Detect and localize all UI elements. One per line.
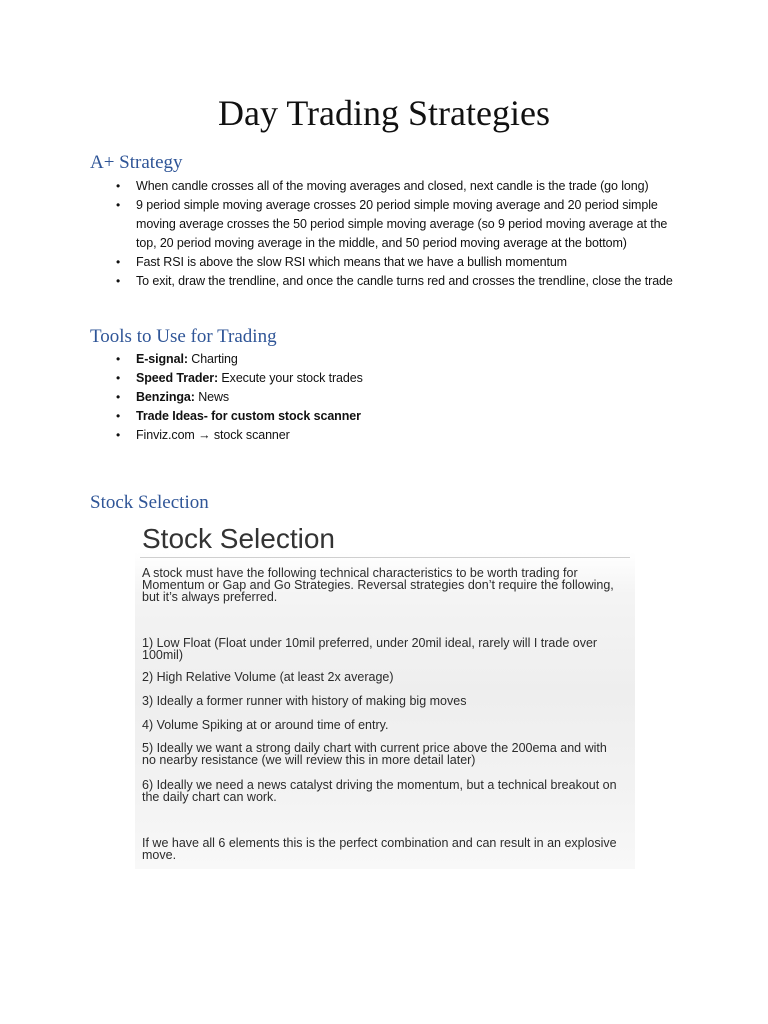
list-item-text: Fast RSI is above the slow RSI which means that we have a bullish momentum — [136, 255, 567, 269]
section-heading-stock-selection: Stock Selection — [90, 492, 209, 513]
list-item — [0, 196, 681, 253]
slide-title: Stock Selection — [142, 523, 335, 554]
list-item — [0, 350, 681, 369]
bullet-icon: • — [116, 371, 121, 385]
list-item — [0, 177, 681, 196]
list-item-text: To exit, draw the trendline, and once the candle turns red and crosses the trendline, close the trade — [136, 274, 673, 288]
tools-list — [0, 350, 768, 445]
aplus-strategy-list — [0, 177, 768, 291]
bullet-icon: • — [116, 179, 121, 193]
list-item — [0, 407, 681, 426]
bullet-icon: • — [116, 352, 121, 366]
tool-description: Charting — [187, 352, 238, 366]
slide-criterion: 1) Low Float (Float under 10mil preferred, under 20mil ideal, rarely will I trade over 100mil) — [142, 636, 598, 662]
list-item — [0, 272, 681, 291]
list-item — [0, 426, 681, 445]
tool-description: - for custom stock scanner — [203, 409, 361, 423]
slide-divider — [140, 557, 630, 558]
document-title: Day Trading Strategies — [218, 93, 550, 133]
slide-intro-text: A stock must have the following technical characteristics to be worth trading for Momentum or Gap and Go Strategies. Reversal strategies don’t require the following, but it’s always preferred. — [142, 566, 614, 604]
slide-criterion: 4) Volume Spiking at or around time of entry. — [142, 718, 389, 732]
tool-name: E-signal: — [136, 352, 188, 366]
stock-selection-slide-image — [135, 517, 635, 869]
slide-criterion: 3) Ideally a former runner with history of making big moves — [142, 694, 467, 708]
bullet-icon: • — [116, 428, 121, 442]
bullet-icon: • — [116, 390, 121, 404]
tool-description: News — [194, 390, 230, 404]
bullet-icon: • — [116, 274, 121, 288]
section-heading-aplus-strategy: A+ Strategy — [90, 152, 183, 173]
slide-criterion: 5) Ideally we want a strong daily chart with current price above the 200ema and with no nearby resistance (we will review this in more detail later) — [142, 741, 607, 767]
section-heading-tools: Tools to Use for Trading — [90, 326, 277, 347]
list-item — [0, 253, 681, 272]
slide-criterion: 2) High Relative Volume (at least 2x average) — [142, 670, 394, 684]
tool-name: Benzinga: — [136, 390, 195, 404]
slide-closing-text: If we have all 6 elements this is the perfect combination and can result in an explosive move. — [142, 836, 617, 862]
list-item — [0, 388, 681, 407]
tool-description: Execute your stock trades — [218, 371, 363, 385]
bullet-icon: • — [116, 198, 121, 212]
tool-name: Speed Trader: — [136, 371, 219, 385]
list-item-text: 9 period simple moving average crosses 20 period simple moving average and 20 period simple moving average crosses the 50 period simple moving average (so 9 period moving average at the top, 20 period moving average in the middle, and 50 period moving average at the bottom) — [136, 198, 668, 250]
list-item-text: When candle crosses all of the moving averages and closed, next candle is the trade (go long) — [136, 179, 649, 193]
list-item — [0, 369, 681, 388]
slide-criterion: 6) Ideally we need a news catalyst driving the momentum, but a technical breakout on the daily chart can work. — [142, 778, 617, 804]
tool-description: Finviz.com → stock scanner — [136, 428, 290, 442]
bullet-icon: • — [116, 255, 121, 269]
bullet-icon: • — [116, 409, 121, 423]
tool-name: Trade Ideas — [136, 409, 204, 423]
